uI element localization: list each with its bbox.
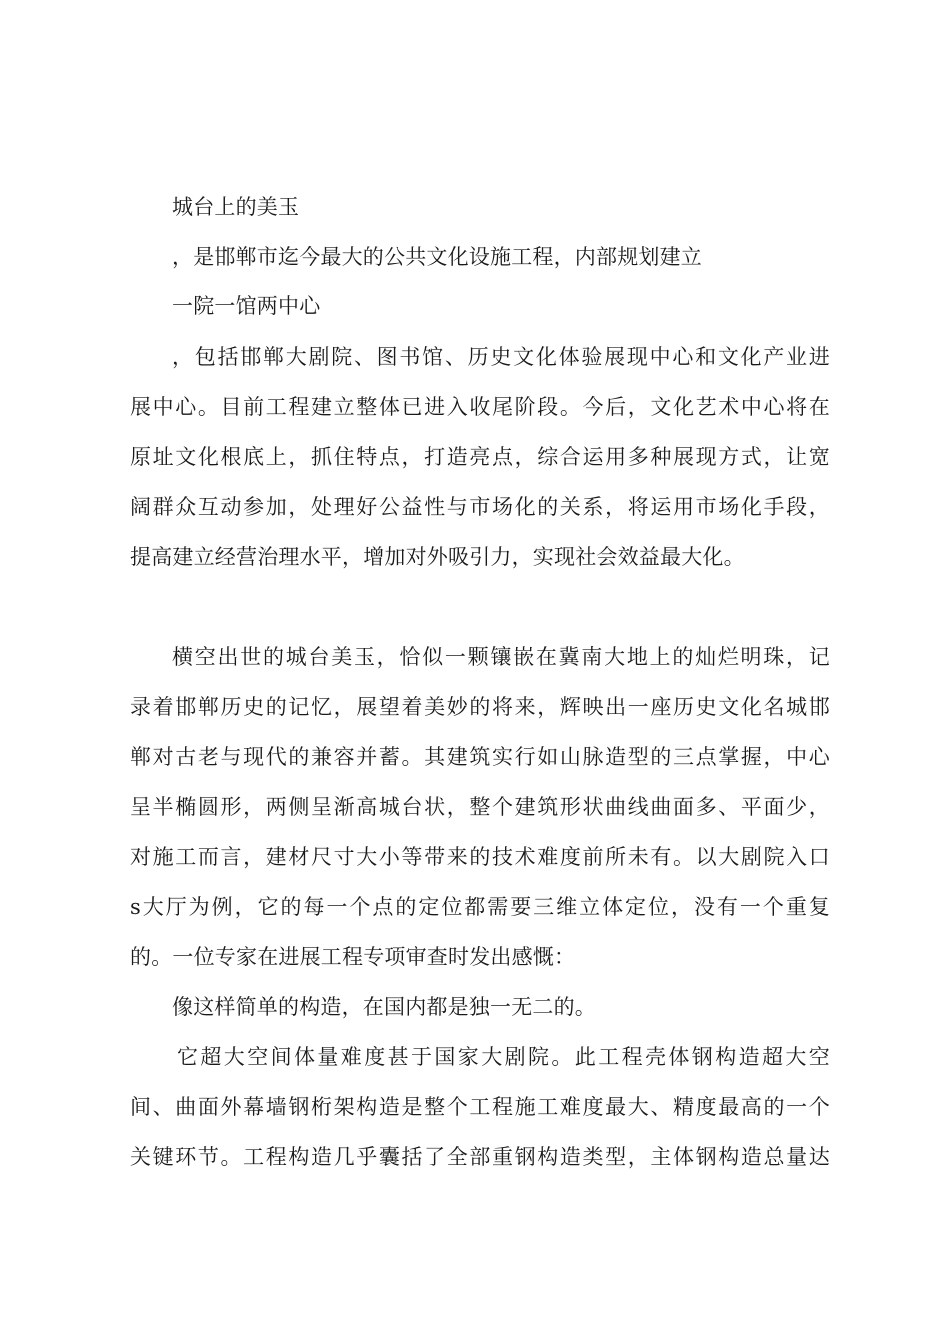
paragraph-line: 阔群众互动参加，处理好公益性与市场化的关系，将运用市场化手段，	[130, 495, 830, 519]
paragraph-line: 间、曲面外幕墙钢桁架构造是整个工程施工难度最大、精度最高的一个	[130, 1095, 830, 1119]
paragraph-line: 的。一位专家在进展工程专项审查时发出感慨：	[130, 945, 576, 969]
paragraph-line: 横空出世的城台美玉，恰似一颗镶嵌在冀南大地上的灿烂明珠，记	[172, 645, 830, 669]
paragraph-line: 录着邯郸历史的记忆，展望着美妙的将来，辉映出一座历史文化名城邯	[130, 695, 830, 719]
paragraph-line: 提高建立经营治理水平，增加对外吸引力，实现社会效益最大化。	[130, 545, 745, 569]
paragraph-line: 关键环节。工程构造几乎囊括了全部重钢构造类型，主体钢构造总量达	[130, 1145, 830, 1169]
quote-line: 像这样简单的构造，在国内都是独一无二的。	[172, 995, 596, 1019]
paragraph-line: 呈半椭圆形，两侧呈渐高城台状，整个建筑形状曲线曲面多、平面少，	[130, 795, 830, 819]
paragraph-line: ，包括邯郸大剧院、图书馆、历史文化体验展现中心和文化产业进	[172, 345, 830, 369]
paragraph-line: ，是邯郸市迄今最大的公共文化设施工程，内部规划建立	[172, 245, 702, 269]
paragraph-line: 它超大空间体量难度甚于国家大剧院。此工程壳体钢构造超大空	[177, 1045, 830, 1069]
heading-jade: 城台上的美玉	[172, 195, 300, 219]
paragraph-line: 原址文化根底上，抓住特点，打造亮点，综合运用多种展现方式，让宽	[130, 445, 830, 469]
paragraph-line: 郸对古老与现代的兼容并蓄。其建筑实行如山脉造型的三点掌握，中心	[130, 745, 830, 769]
paragraph-line: 展中心。目前工程建立整体已进入收尾阶段。今后，文化艺术中心将在	[130, 395, 830, 419]
heading-institutions: 一院一馆两中心	[172, 294, 321, 318]
paragraph-line: 对施工而言，建材尺寸大小等带来的技术难度前所未有。以大剧院入口	[130, 845, 830, 869]
paragraph-line: s大厅为例，它的每一个点的定位都需要三维立体定位，没有一个重复	[130, 895, 830, 919]
